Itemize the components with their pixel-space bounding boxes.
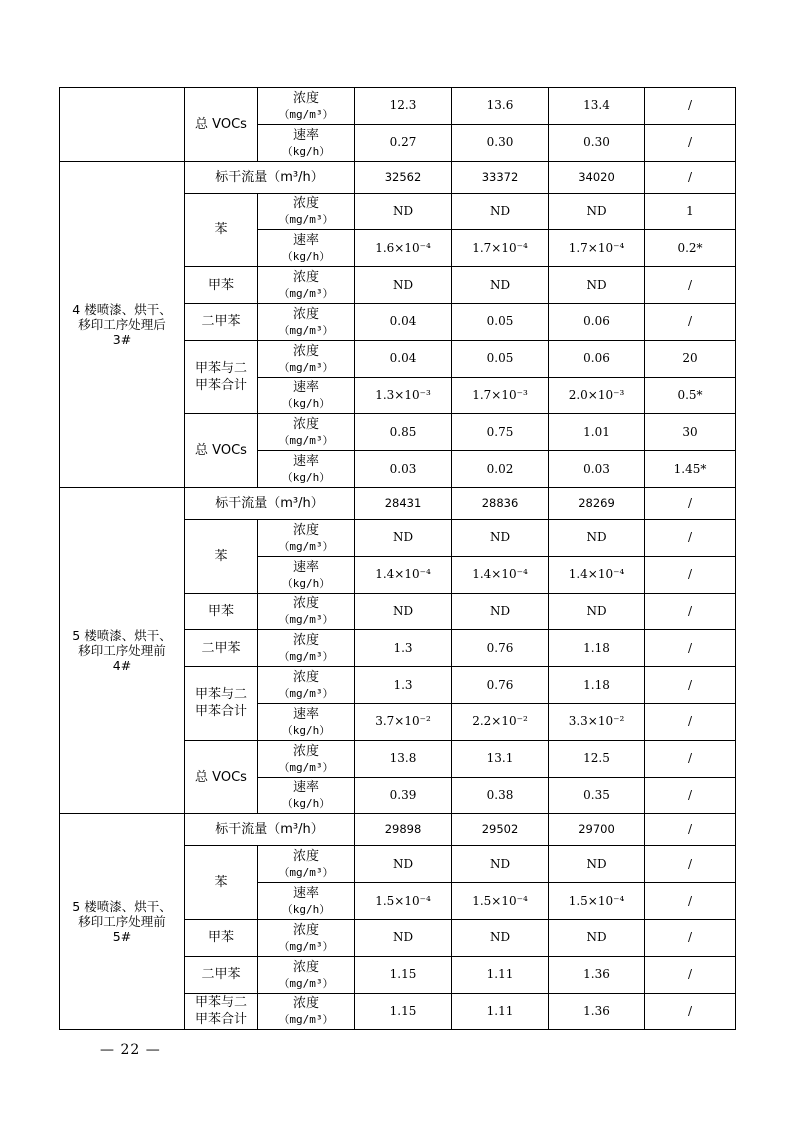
value-cell: 0.85: [355, 414, 452, 451]
table-row: [60, 88, 736, 125]
param-cell: 速率 （kg/h）: [258, 451, 355, 488]
limit-cell: 0.2*: [645, 230, 736, 267]
item-cell: 甲苯: [185, 267, 258, 304]
limit-cell: /: [645, 487, 736, 519]
value-cell: 1.01: [549, 414, 645, 451]
value-cell: 2.2×10⁻²: [452, 703, 549, 740]
value-cell: 13.1: [452, 740, 549, 777]
item-cell: 甲苯与二 甲苯合计: [185, 340, 258, 414]
param-cell: 浓度 （mg/m³）: [258, 340, 355, 377]
param-cell: 浓度 （mg/m³）: [258, 630, 355, 667]
param-cell: 浓度 （mg/m³）: [258, 88, 355, 125]
value-cell: ND: [452, 267, 549, 304]
value-cell: ND: [452, 593, 549, 630]
item-cell: 总 VOCs: [185, 740, 258, 814]
page-number: — 22 —: [100, 1042, 161, 1058]
value-cell: ND: [355, 846, 452, 883]
param-cell: 速率 （kg/h）: [258, 777, 355, 814]
value-cell: 34020: [549, 161, 645, 193]
value-cell: 0.05: [452, 303, 549, 340]
value-cell: 33372: [452, 161, 549, 193]
value-cell: 12.3: [355, 88, 452, 125]
value-cell: ND: [452, 919, 549, 956]
value-cell: ND: [549, 919, 645, 956]
limit-cell: /: [645, 846, 736, 883]
value-cell: 1.3: [355, 667, 452, 704]
value-cell: 1.7×10⁻⁴: [452, 230, 549, 267]
limit-cell: /: [645, 267, 736, 304]
value-cell: 1.6×10⁻⁴: [355, 230, 452, 267]
param-cell: 浓度 （mg/m³）: [258, 919, 355, 956]
limit-cell: /: [645, 740, 736, 777]
value-cell: 1.3: [355, 630, 452, 667]
limit-cell: /: [645, 161, 736, 193]
item-cell: 甲苯与二 甲苯合计: [185, 667, 258, 741]
limit-cell: /: [645, 124, 736, 161]
value-cell: 0.06: [549, 303, 645, 340]
value-cell: 3.3×10⁻²: [549, 703, 645, 740]
value-cell: 29502: [452, 814, 549, 846]
table-row: [60, 487, 736, 519]
param-cell: 速率 （kg/h）: [258, 883, 355, 920]
value-cell: 1.11: [452, 993, 549, 1030]
value-cell: 1.3×10⁻³: [355, 377, 452, 414]
limit-cell: 1: [645, 193, 736, 230]
value-cell: 1.7×10⁻³: [452, 377, 549, 414]
value-cell: ND: [355, 593, 452, 630]
value-cell: 1.5×10⁻⁴: [549, 883, 645, 920]
value-cell: 28431: [355, 487, 452, 519]
value-cell: 0.76: [452, 667, 549, 704]
value-cell: 0.38: [452, 777, 549, 814]
value-cell: ND: [549, 193, 645, 230]
param-cell: 浓度 （mg/m³）: [258, 956, 355, 993]
item-cell: 二甲苯: [185, 956, 258, 993]
value-cell: ND: [355, 919, 452, 956]
value-cell: 29700: [549, 814, 645, 846]
limit-cell: /: [645, 303, 736, 340]
limit-cell: /: [645, 630, 736, 667]
value-cell: ND: [355, 519, 452, 556]
value-cell: ND: [355, 193, 452, 230]
limit-cell: /: [645, 593, 736, 630]
value-cell: 1.36: [549, 993, 645, 1030]
value-cell: ND: [452, 846, 549, 883]
param-cell: 速率 （kg/h）: [258, 230, 355, 267]
value-cell: 0.75: [452, 414, 549, 451]
value-cell: ND: [549, 593, 645, 630]
value-cell: 32562: [355, 161, 452, 193]
value-cell: 13.8: [355, 740, 452, 777]
item-cell: 总 VOCs: [185, 88, 258, 162]
position-cell: 5 楼喷漆、烘干、 移印工序处理前 4#: [60, 487, 185, 813]
value-cell: 1.15: [355, 956, 452, 993]
value-cell: 12.5: [549, 740, 645, 777]
param-cell: 浓度 （mg/m³）: [258, 519, 355, 556]
value-cell: 1.5×10⁻⁴: [355, 883, 452, 920]
value-cell: 1.4×10⁻⁴: [355, 556, 452, 593]
monitoring-table: [59, 87, 736, 1030]
param-cell: 浓度 （mg/m³）: [258, 414, 355, 451]
position-cell: 4 楼喷漆、烘干、 移印工序处理后 3#: [60, 161, 185, 487]
value-cell: 13.4: [549, 88, 645, 125]
position-cell: 5 楼喷漆、烘干、 移印工序处理前 5#: [60, 814, 185, 1030]
item-cell: 二甲苯: [185, 630, 258, 667]
value-cell: 1.11: [452, 956, 549, 993]
value-cell: 0.05: [452, 340, 549, 377]
limit-cell: /: [645, 667, 736, 704]
limit-cell: /: [645, 519, 736, 556]
limit-cell: /: [645, 919, 736, 956]
value-cell: 0.76: [452, 630, 549, 667]
item-cell: 总 VOCs: [185, 414, 258, 488]
value-cell: ND: [549, 846, 645, 883]
value-cell: 1.5×10⁻⁴: [452, 883, 549, 920]
param-cell: 浓度 （mg/m³）: [258, 267, 355, 304]
param-cell: 浓度 （mg/m³）: [258, 193, 355, 230]
value-cell: 28269: [549, 487, 645, 519]
value-cell: ND: [549, 519, 645, 556]
value-cell: 0.06: [549, 340, 645, 377]
param-cell: 速率 （kg/h）: [258, 556, 355, 593]
value-cell: 1.15: [355, 993, 452, 1030]
flow-label-cell: 标干流量（m³/h）: [185, 487, 355, 519]
value-cell: 0.02: [452, 451, 549, 488]
value-cell: 0.04: [355, 303, 452, 340]
value-cell: ND: [355, 267, 452, 304]
item-cell: 苯: [185, 846, 258, 920]
param-cell: 浓度 （mg/m³）: [258, 993, 355, 1030]
limit-cell: 1.45*: [645, 451, 736, 488]
value-cell: ND: [452, 193, 549, 230]
item-cell: 甲苯: [185, 593, 258, 630]
item-cell: 苯: [185, 519, 258, 593]
limit-cell: /: [645, 777, 736, 814]
value-cell: 1.18: [549, 630, 645, 667]
limit-cell: /: [645, 703, 736, 740]
limit-cell: 20: [645, 340, 736, 377]
value-cell: 28836: [452, 487, 549, 519]
value-cell: 0.35: [549, 777, 645, 814]
param-cell: 浓度 （mg/m³）: [258, 303, 355, 340]
param-cell: 浓度 （mg/m³）: [258, 593, 355, 630]
value-cell: 0.39: [355, 777, 452, 814]
value-cell: 29898: [355, 814, 452, 846]
param-cell: 速率 （kg/h）: [258, 124, 355, 161]
value-cell: 0.03: [355, 451, 452, 488]
flow-label-cell: 标干流量（m³/h）: [185, 814, 355, 846]
item-cell: 苯: [185, 193, 258, 267]
value-cell: 0.30: [452, 124, 549, 161]
limit-cell: 30: [645, 414, 736, 451]
param-cell: 浓度 （mg/m³）: [258, 667, 355, 704]
value-cell: 0.04: [355, 340, 452, 377]
limit-cell: /: [645, 88, 736, 125]
value-cell: 1.36: [549, 956, 645, 993]
value-cell: 0.27: [355, 124, 452, 161]
value-cell: 1.4×10⁻⁴: [452, 556, 549, 593]
table-row: [60, 814, 736, 846]
value-cell: 0.30: [549, 124, 645, 161]
item-cell: 甲苯: [185, 919, 258, 956]
param-cell: 浓度 （mg/m³）: [258, 846, 355, 883]
limit-cell: /: [645, 814, 736, 846]
flow-label-cell: 标干流量（m³/h）: [185, 161, 355, 193]
value-cell: ND: [452, 519, 549, 556]
value-cell: ND: [549, 267, 645, 304]
value-cell: 1.18: [549, 667, 645, 704]
item-cell: 甲苯与二 甲苯合计: [185, 993, 258, 1030]
value-cell: 13.6: [452, 88, 549, 125]
limit-cell: /: [645, 993, 736, 1030]
item-cell: 二甲苯: [185, 303, 258, 340]
value-cell: 2.0×10⁻³: [549, 377, 645, 414]
table-row: [60, 161, 736, 193]
limit-cell: /: [645, 556, 736, 593]
param-cell: 速率 （kg/h）: [258, 377, 355, 414]
limit-cell: 0.5*: [645, 377, 736, 414]
value-cell: 1.4×10⁻⁴: [549, 556, 645, 593]
limit-cell: /: [645, 883, 736, 920]
param-cell: 速率 （kg/h）: [258, 703, 355, 740]
value-cell: 3.7×10⁻²: [355, 703, 452, 740]
position-cell: [60, 88, 185, 162]
param-cell: 浓度 （mg/m³）: [258, 740, 355, 777]
value-cell: 1.7×10⁻⁴: [549, 230, 645, 267]
limit-cell: /: [645, 956, 736, 993]
value-cell: 0.03: [549, 451, 645, 488]
